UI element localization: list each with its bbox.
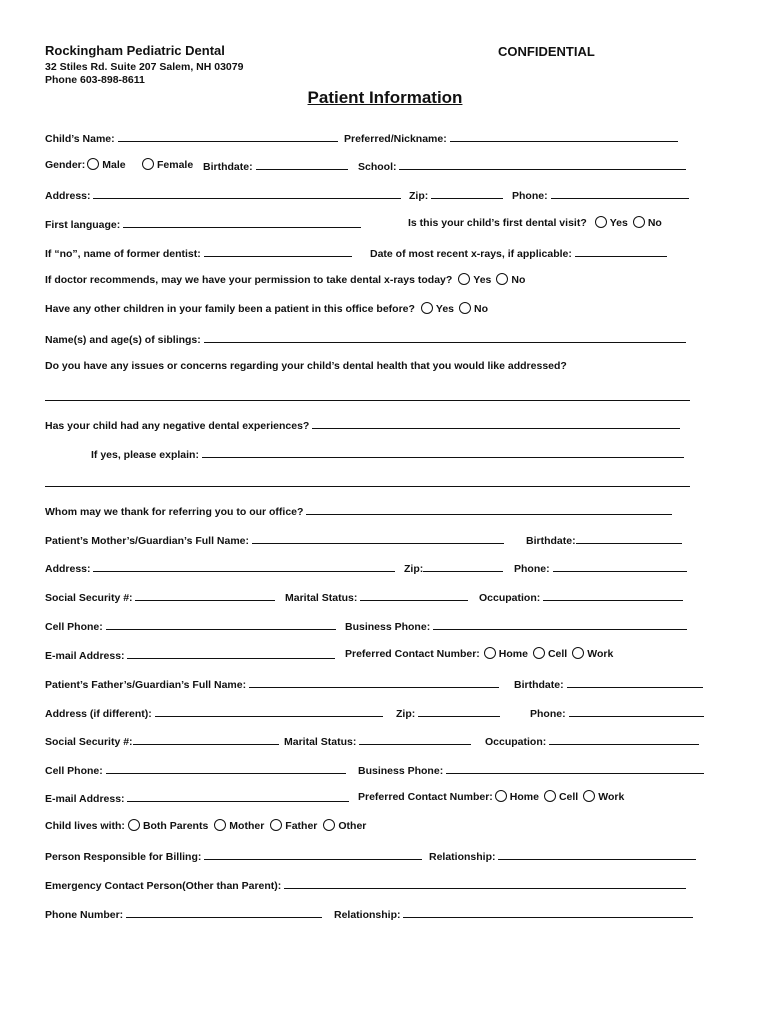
practice-phone: Phone 603-898-8611 [45, 74, 145, 86]
negative-exp-row [0, 417, 770, 433]
father-name-row [0, 676, 770, 692]
mother-cell-row [0, 618, 770, 634]
explain-row [0, 446, 770, 462]
practice-address: 32 Stiles Rd. Suite 207 Salem, NH 03079 [45, 61, 244, 73]
former-dentist-row [0, 245, 770, 261]
father-phone-label: Phone: [530, 708, 566, 720]
xray-yes-radio[interactable] [458, 273, 470, 285]
childs-name-row [0, 130, 770, 146]
siblings-field[interactable] [204, 331, 686, 343]
father-occupation-field[interactable] [549, 733, 699, 745]
childs-name-label: Child’s Name: [45, 133, 115, 145]
father-home-radio[interactable] [495, 790, 507, 802]
father-cell-option-label: Cell [558, 791, 579, 803]
recent-xrays-label: Date of most recent x-rays, if applicable: [370, 248, 572, 260]
former-dentist-label: If “no”, name of former dentist: [45, 248, 201, 260]
negative-exp-field[interactable] [312, 417, 680, 429]
first-visit-yes-radio[interactable] [595, 216, 607, 228]
other-radio[interactable] [323, 819, 335, 831]
father-business-field[interactable] [446, 762, 704, 774]
father-preferred-label: Preferred Contact Number: [358, 791, 493, 803]
father-zip-label: Zip: [396, 708, 416, 720]
mother-ssn-label: Social Security #: [45, 592, 133, 604]
mother-cell-field[interactable] [106, 618, 336, 630]
father-ssn-row [0, 733, 770, 749]
phone-field[interactable] [551, 187, 689, 199]
siblings-label: Name(s) and age(s) of siblings: [45, 334, 201, 346]
mother-email-label: E-mail Address: [45, 650, 125, 662]
father-marital-label: Marital Status: [284, 736, 357, 748]
father-work-radio[interactable] [583, 790, 595, 802]
mother-phone-field[interactable] [553, 560, 687, 572]
zip-label: Zip: [409, 190, 429, 202]
mother-cell-option-label: Cell [547, 648, 568, 660]
explain-label: If yes, please explain: [91, 449, 199, 461]
mother-radio[interactable] [214, 819, 226, 831]
first-visit-no-label: No [647, 217, 662, 229]
other-children-row [0, 302, 770, 318]
nickname-field[interactable] [450, 130, 678, 142]
mother-birthdate-label: Birthdate: [526, 535, 576, 547]
mother-zip-label: Zip: [404, 563, 424, 575]
childs-name-field[interactable] [118, 130, 338, 142]
both-parents-label: Both Parents [142, 820, 209, 832]
mother-address-row [0, 560, 770, 576]
father-address-label: Address (if different): [45, 708, 152, 720]
father-radio[interactable] [270, 819, 282, 831]
father-email-label: E-mail Address: [45, 793, 125, 805]
mother-zip-field[interactable] [423, 560, 503, 572]
mother-work-label: Work [587, 648, 614, 660]
father-marital-field[interactable] [359, 733, 471, 745]
mother-address-label: Address: [45, 563, 91, 575]
father-option-label: Father [285, 820, 318, 832]
father-home-label: Home [509, 791, 539, 803]
referral-field[interactable] [306, 503, 672, 515]
recent-xrays-field[interactable] [575, 245, 667, 257]
first-visit-no-radio[interactable] [633, 216, 645, 228]
father-name-label: Patient’s Father’s/Guardian’s Full Name: [45, 679, 247, 691]
mother-business-label: Business Phone: [345, 621, 431, 633]
other-option-label: Other [338, 820, 367, 832]
first-language-label: First language: [45, 219, 121, 231]
father-ssn-field[interactable] [133, 733, 279, 745]
referral-label: Whom may we thank for referring you to our office? [45, 506, 304, 518]
father-ssn-label: Social Security #: [45, 736, 133, 748]
mother-marital-field[interactable] [360, 589, 468, 601]
billing-label: Person Responsible for Billing: [45, 851, 202, 863]
mother-cell-radio[interactable] [533, 647, 545, 659]
mother-ssn-field[interactable] [135, 589, 275, 601]
mother-occupation-field[interactable] [543, 589, 683, 601]
page-title: Patient Information [307, 88, 463, 107]
billing-row [0, 848, 770, 864]
concerns-field[interactable] [45, 399, 690, 401]
phone-label: Phone: [512, 190, 548, 202]
mother-preferred-label: Preferred Contact Number: [345, 648, 480, 660]
billing-relationship-label: Relationship: [429, 851, 496, 863]
emergency-field[interactable] [284, 877, 686, 889]
xray-no-radio[interactable] [496, 273, 508, 285]
other-children-no-label: No [474, 303, 489, 315]
emergency-phone-label: Phone Number: [45, 909, 124, 921]
father-birthdate-field[interactable] [567, 676, 703, 688]
gender-row [0, 158, 770, 174]
mother-email-row [0, 647, 770, 663]
child-birthdate-field[interactable] [256, 158, 348, 170]
address-row [0, 187, 770, 203]
gender-label: Gender: [45, 159, 86, 171]
first-language-row [0, 216, 770, 232]
practice-name: Rockingham Pediatric Dental [45, 43, 225, 58]
mother-email-field[interactable] [127, 647, 335, 659]
father-zip-field[interactable] [418, 705, 500, 717]
address-label: Address: [45, 190, 91, 202]
mother-home-label: Home [498, 648, 528, 660]
mother-name-row [0, 532, 770, 548]
negative-exp-label: Has your child had any negative dental experiences? [45, 420, 310, 432]
birthdate-label: Birthdate: [203, 161, 253, 173]
mother-business-field[interactable] [433, 618, 687, 630]
emergency-label: Emergency Contact Person(Other than Parent): [45, 880, 282, 892]
father-email-row [0, 790, 770, 806]
nickname-label: Preferred/Nickname: [344, 133, 447, 145]
billing-relationship-field[interactable] [498, 848, 696, 860]
lives-with-row [0, 819, 770, 835]
xray-yes-label: Yes [473, 274, 492, 286]
father-name-field[interactable] [249, 676, 499, 688]
mother-address-field[interactable] [93, 560, 395, 572]
other-children-yes-radio[interactable] [421, 302, 433, 314]
confidential-label: CONFIDENTIAL [498, 44, 595, 59]
xray-no-label: No [511, 274, 526, 286]
referral-row [0, 503, 770, 519]
zip-field[interactable] [431, 187, 503, 199]
male-radio[interactable] [87, 158, 99, 170]
first-visit-yes-label: Yes [609, 217, 628, 229]
mother-phone-label: Phone: [514, 563, 550, 575]
father-cell-row [0, 762, 770, 778]
mother-occupation-label: Occupation: [479, 592, 541, 604]
emergency-relationship-field[interactable] [403, 906, 693, 918]
mother-work-radio[interactable] [572, 647, 584, 659]
father-occupation-label: Occupation: [485, 736, 547, 748]
male-label: Male [102, 159, 126, 171]
first-language-field[interactable] [123, 216, 361, 228]
explain-field[interactable] [202, 446, 684, 458]
emergency-phone-field[interactable] [126, 906, 322, 918]
school-label: School: [358, 161, 397, 173]
mother-name-field[interactable] [252, 532, 504, 544]
other-children-label: Have any other children in your family been a patient in this office before? [45, 303, 415, 315]
mother-cell-label: Cell Phone: [45, 621, 103, 633]
father-cell-label: Cell Phone: [45, 765, 103, 777]
father-cell-field[interactable] [106, 762, 346, 774]
siblings-row [0, 331, 770, 347]
father-business-label: Business Phone: [358, 765, 444, 777]
explain-field-2[interactable] [45, 485, 690, 487]
emergency-relationship-label: Relationship: [334, 909, 401, 921]
former-dentist-field[interactable] [204, 245, 352, 257]
mother-home-radio[interactable] [484, 647, 496, 659]
emergency-row [0, 877, 770, 893]
emergency-phone-row [0, 906, 770, 922]
lives-with-label: Child lives with: [45, 820, 125, 832]
father-address-row [0, 705, 770, 721]
first-visit-label: Is this your child’s first dental visit? [408, 217, 587, 229]
female-label: Female [157, 159, 194, 171]
billing-field[interactable] [204, 848, 422, 860]
mother-birthdate-field[interactable] [576, 532, 682, 544]
mother-option-label: Mother [229, 820, 265, 832]
both-parents-radio[interactable] [128, 819, 140, 831]
other-children-yes-label: Yes [435, 303, 455, 315]
mother-marital-label: Marital Status: [285, 592, 358, 604]
father-cell-radio[interactable] [544, 790, 556, 802]
father-work-label: Work [598, 791, 625, 803]
other-children-no-radio[interactable] [459, 302, 471, 314]
concerns-label: Do you have any issues or concerns regarding your child’s dental health that you would like addressed? [45, 360, 567, 372]
father-phone-field[interactable] [569, 705, 704, 717]
female-radio[interactable] [142, 158, 154, 170]
mother-name-label: Patient’s Mother’s/Guardian’s Full Name: [45, 535, 250, 547]
school-field[interactable] [399, 158, 686, 170]
xray-permission-label: If doctor recommends, may we have your permission to take dental x-rays today? [45, 274, 453, 286]
xray-permission-row [0, 273, 770, 289]
address-field[interactable] [93, 187, 401, 199]
father-birthdate-label: Birthdate: [514, 679, 564, 691]
father-email-field[interactable] [127, 790, 349, 802]
mother-ssn-row [0, 589, 770, 605]
concerns-row [0, 360, 770, 376]
father-address-field[interactable] [155, 705, 383, 717]
